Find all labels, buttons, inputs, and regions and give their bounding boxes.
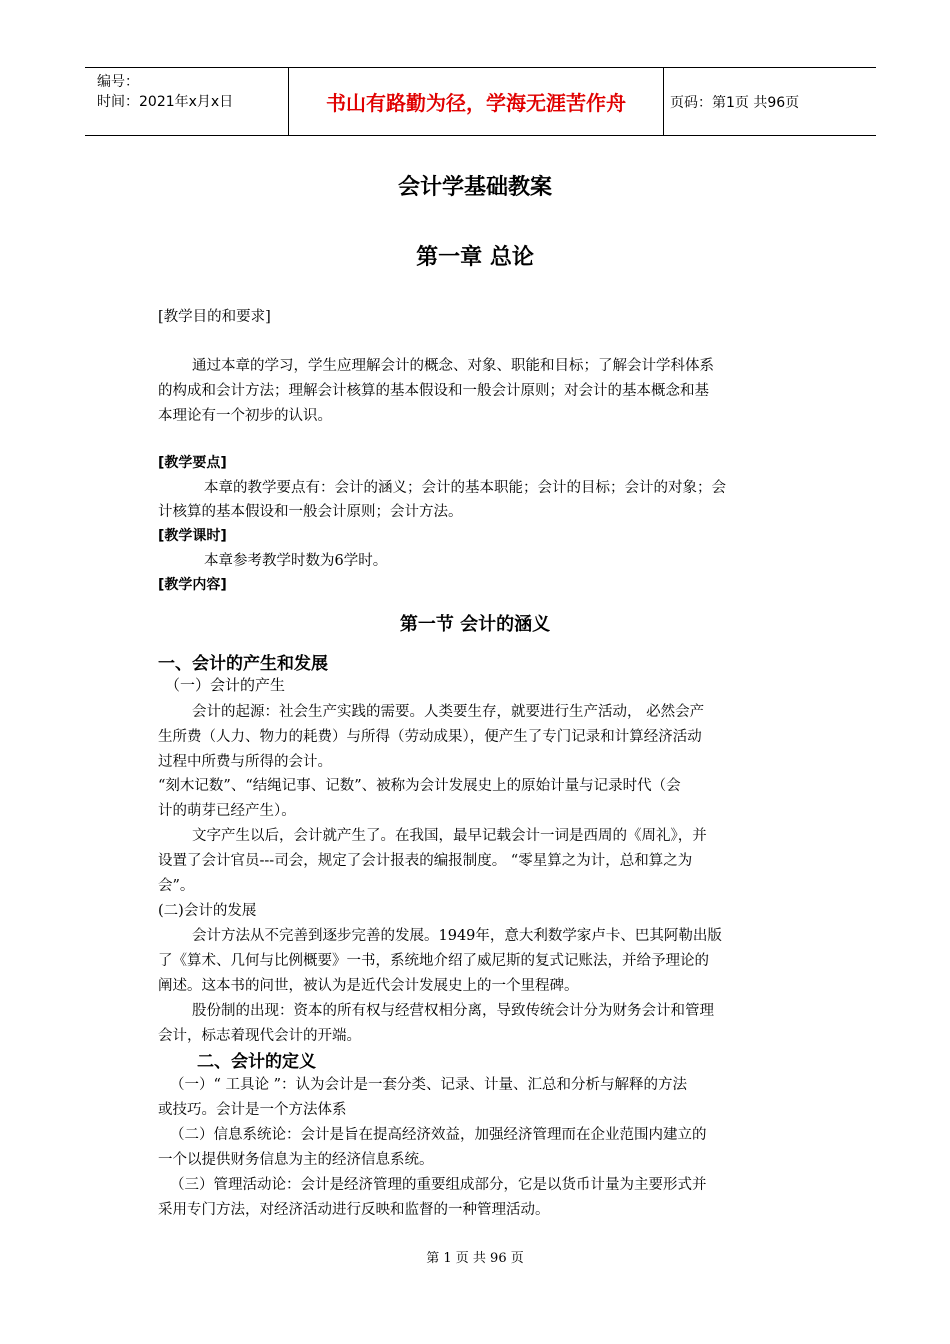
part1-line: 设置了会计官员---司会，规定了会计报表的编报制度。 “零星算之为计，总和算之为	[158, 853, 693, 869]
part2-heading: 二、会计的定义	[197, 1052, 316, 1072]
objectives-line: 本理论有一个初步的认识。	[158, 408, 332, 424]
part1-line: 会”。	[158, 878, 195, 894]
part2-line: 一个以提供财务信息为主的经济信息系统。	[158, 1152, 434, 1168]
part2-line: 采用专门方法，对经济活动进行反映和监督的一种管理活动。	[158, 1202, 550, 1218]
key-points-line: 本章的教学要点有：会计的涵义；会计的基本职能；会计的目标；会计的对象；会	[204, 480, 726, 496]
header-motto: 书山有路勤为径，学海无涯苦作舟	[288, 68, 664, 135]
part1-heading: 一、会计的产生和发展	[158, 654, 328, 674]
key-points-line: 计核算的基本假设和一般会计原则；会计方法。	[158, 504, 463, 520]
header-meta	[85, 68, 288, 135]
part1-sub2: (二)会计的发展	[158, 903, 257, 919]
part1-line: 过程中所费与所得的会计。	[158, 754, 332, 770]
hours-text: 本章参考教学时数为6学时。	[204, 553, 388, 569]
part2-line: （一）“ 工具论 ”：认为会计是一套分类、记录、计量、汇总和分析与解释的方法	[170, 1077, 688, 1093]
part1-line: “刻木记数”、“结绳记事、记数”、被称为会计发展史上的原始计量与记录时代（会	[158, 778, 681, 794]
part1-line: 阐述。这本书的问世，被认为是近代会计发展史上的一个里程碑。	[158, 978, 579, 994]
part1-line: 会计，标志着现代会计的开端。	[158, 1028, 361, 1044]
hours-heading: [教学课时]	[158, 528, 227, 544]
objectives-line: 的构成和会计方法；理解会计核算的基本假设和一般会计原则；对会计的基本概念和基	[158, 383, 709, 399]
part1-line: 文字产生以后，会计就产生了。在我国，最早记载会计一词是西周的《周礼》，并	[192, 828, 707, 844]
part2-line: （二）信息系统论：会计是旨在提高经济效益，加强经济管理而在企业范围内建立的	[170, 1127, 707, 1143]
part1-line: 会计方法从不完善到逐步完善的发展。1949年，意大利数学家卢卡、巴其阿勒出版	[192, 928, 722, 944]
part2-line: （三）管理活动论：会计是经济管理的重要组成部分，它是以货币计量为主要形式并	[170, 1177, 707, 1193]
part1-line: 会计的起源：社会生产实践的需要。人类要生存，就要进行生产活动， 必然会产	[192, 704, 705, 720]
chapter-title: 第一章 总论	[416, 245, 534, 270]
document-title: 会计学基础教案	[397, 175, 552, 200]
part1-line: 计的萌芽已经产生）。	[158, 803, 296, 819]
objectives-line: 通过本章的学习，学生应理解会计的概念、对象、职能和目标；了解会计学科体系	[192, 358, 714, 374]
header-page-info: 页码：第1页 共96页	[670, 94, 800, 111]
objectives-heading: [教学目的和要求]	[158, 309, 271, 325]
number-label: 编号：	[97, 74, 139, 90]
part1-line: 股份制的出现：资本的所有权与经营权相分离，导致传统会计分为财务会计和管理	[192, 1003, 714, 1019]
key-points-heading: [教学要点]	[158, 455, 227, 471]
part2-line: 或技巧。会计是一个方法体系	[158, 1102, 347, 1118]
time-label: 时间：2021年x月x日	[97, 94, 234, 110]
part1-line: 生所费（人力、物力的耗费）与所得（劳动成果），便产生了专门记录和计算经济活动	[158, 729, 702, 745]
content-heading: [教学内容]	[158, 577, 227, 593]
part1-sub1: （一）会计的产生	[165, 676, 286, 694]
page-header	[85, 67, 876, 136]
part1-line: 了《算术、几何与比例概要》一书，系统地介绍了威尼斯的复式记账法，并给予理论的	[158, 953, 709, 969]
section-title: 第一节 会计的涵义	[399, 614, 551, 635]
page-footer: 第 1 页 共 96 页	[426, 1251, 524, 1266]
